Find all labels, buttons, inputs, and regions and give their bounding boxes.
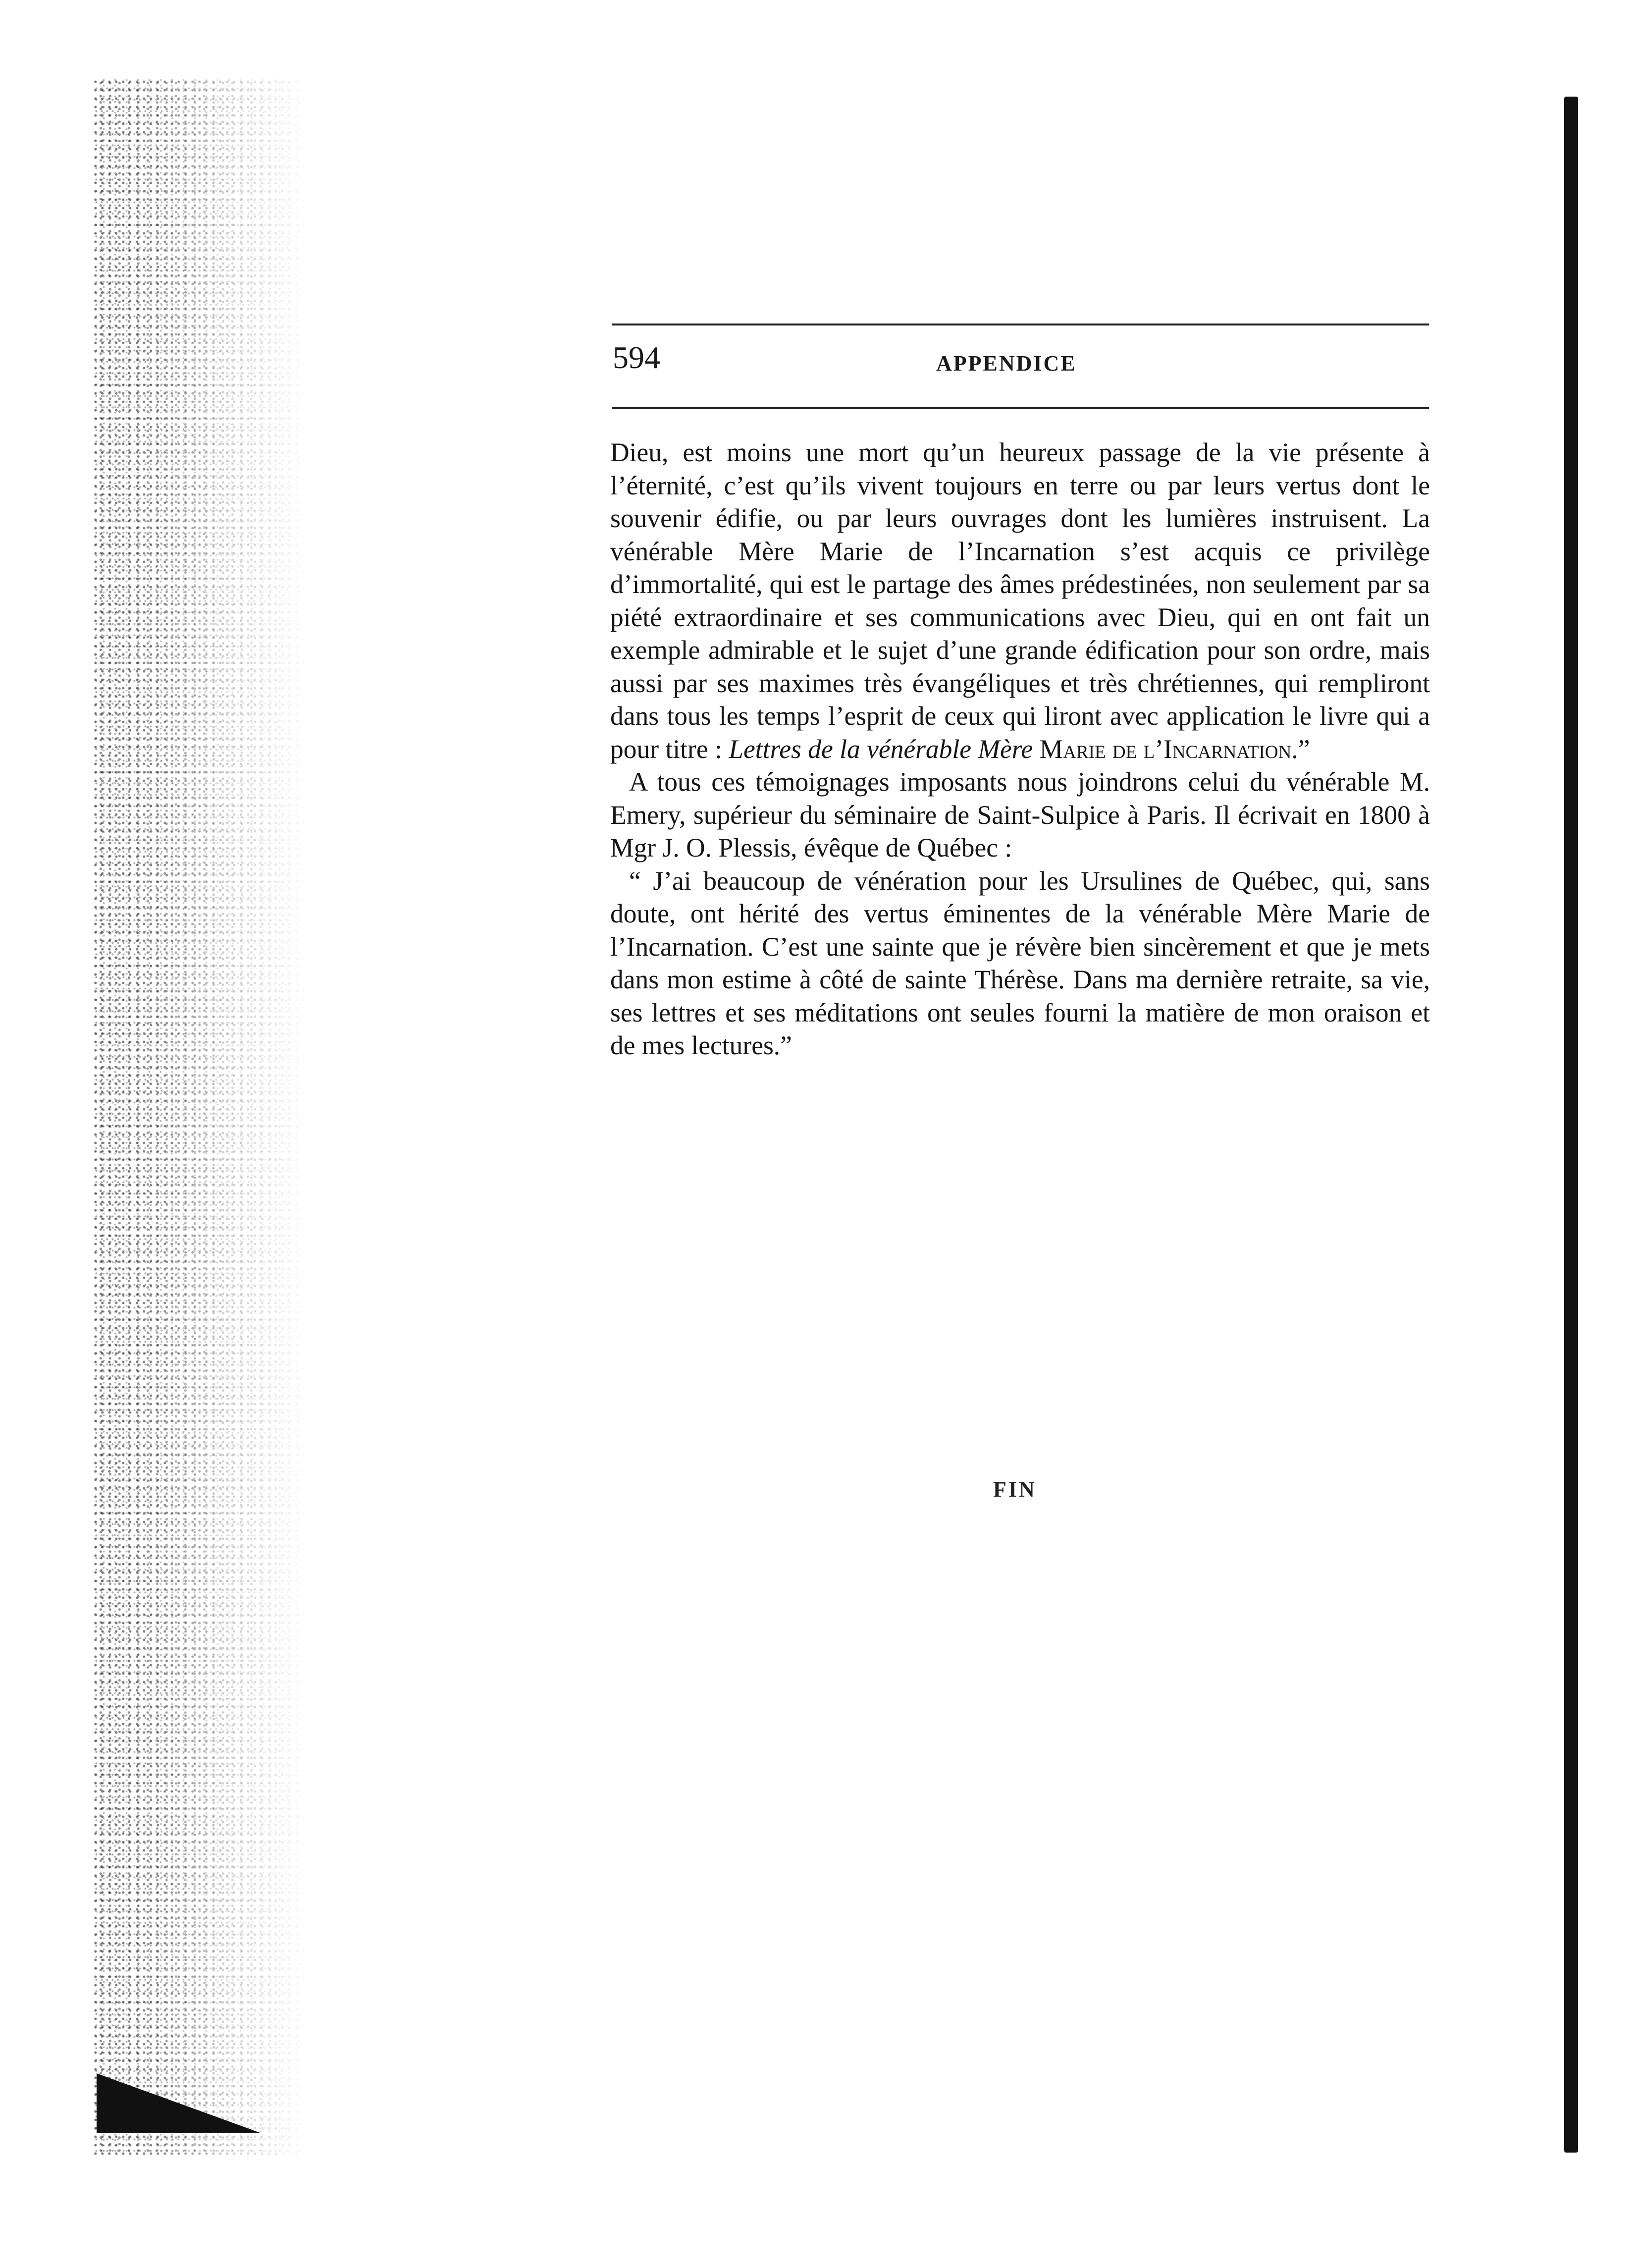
binding-shadow-bar [1564,97,1578,2153]
body-text [610,436,1430,1062]
header-rule-bottom [612,407,1429,409]
paragraph-3-quote: “ J’ai beaucoup de vénération pour les Ursulines de Québec, qui, sans doute, ont hérité des vertus éminentes de la vénérable Mère Marie de l’Incarnation. C’est une sainte que je révère bien sincèrement et que je mets dans mon estime à côté de sainte Thérèse. Dans ma dernière retraite, sa vie, ses lettres et ses méditations ont seules fourni la matière de mon oraison et de mes lectures.” [610,865,1430,1060]
book-title-italic: Lettres de la vénérable Mère [729,734,1033,764]
scan-edge-noise [94,79,307,2155]
paragraph-1 [610,436,1430,765]
page-number: 594 [613,340,660,375]
paragraph-1-closing: .” [1291,734,1310,764]
scan-corner-shadow [97,2073,260,2133]
book-title-smallcaps: Marie de l’Incarnation [1033,734,1292,764]
header-rule-top [612,324,1429,325]
paragraph-2: A tous ces témoignages imposants nous joindrons celui du vénérable M. Emery, supérieur du séminaire de Saint-Sulpice à Paris. Il écrivait en 1800 à Mgr J. O. Plessis, évêque de Québec : [610,767,1430,863]
paragraph-1-text: Dieu, est moins une mort qu’un heureux passage de la vie présente à l’éternité, c’est qu’ils vivent toujours en terre ou par leurs vertus dont le souvenir édifie, ou par leurs ouvrages dont les lumières instruisent. La vénérable Mère Marie de l’Incarnation s’est acquis ce privilège d’immortalité, qui est le partage des âmes prédestinées, non seulement par sa piété extraordinaire et ses communications avec Dieu, qui en ont fait un exemple admirable et le sujet d’une grande édification pour son ordre, mais aussi par ses maximes très évangéliques et très chrétiennes, qui rempliront dans tous les temps l’esprit de ceux qui liront avec application le livre qui a pour titre : [610,437,1430,764]
end-mark: FIN [993,1477,1037,1502]
running-head: APPENDICE [936,351,1077,376]
